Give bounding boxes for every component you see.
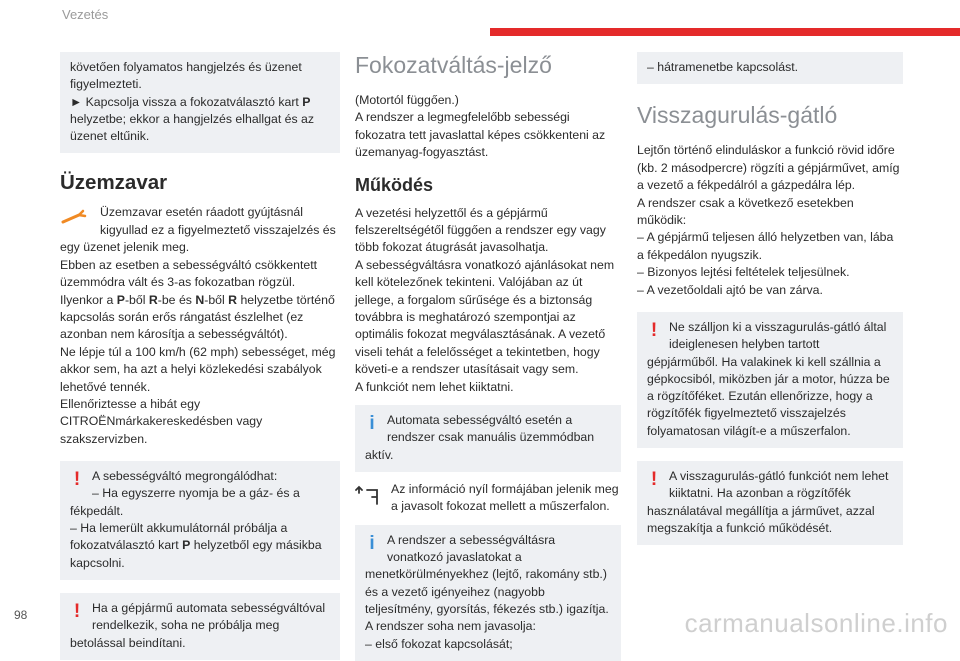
hill-assist-text: Lejtőn történő elinduláskor a funkció rövid időre (kb. 2 másodpercre) rögzíti a gépjárművet, amíg a vezető a fékpedálról a gázpedálra lép. A rendszer csak a következő esetekben működik: – A gépjármű teljesen álló helyzetben van, lába a fékpedálon nyugszik. – Bizonyos lejtési feltételek teljesülnek. – A vezetőoldali ajtó be van zárva. [637,143,900,297]
column-1 [60,52,340,660]
warning-icon: ! [73,469,81,491]
header-accent-bar [490,28,960,36]
warning-box-damage: ! A sebességváltó megrongálódhat: – Ha egyszerre nyomja be a gáz- és a fékpedált. – Ha lemerült akkumulátornál próbálja a fokozatválasztó kart P helyzetből egy másikba kapcsolni. [60,461,340,580]
note-instruction: ► Kapcsolja vissza a fokozatválasztó kart P helyzetbe; ekkor a hangjelzés elhallgat és az üzenet eltűnik. [70,94,315,144]
continued-list-box: – hátramenetbe kapcsolást. [637,52,903,84]
warning-icon: ! [73,600,81,622]
heading-uzemzavar: Üzemzavar [60,171,168,195]
column-2 [355,52,621,661]
page-number: 98 [14,608,28,622]
warning-icon: ! [650,469,658,491]
malfunction-text: Üzemzavar esetén ráadott gyújtásnál kigyullad ez a figyelmeztető visszajelzés és egy üzenet jelenik meg. Ebben az esetben a sebességváltó csökkentett üzemmódra vált és 3-as fokozatban rögzül. Ilyenkor a P-ből R-be és N-ből R helyzetbe történő kapcsolás során erős rángatást észlelhet (ez azonban nem károsítja a sebességváltót). Ne lépje túl a 100 km/h (62 mph) sebességet, még akkor sem, ha azt a helyi közlekedési szabályok lehetővé tennék. Ellenőriztesse a hibát egy CITROËNmárkakereskedésben vagy szakszervizben. [60,205,336,446]
gear-shift-arrow-icon [355,484,381,511]
info-box-adaptation: i A rendszer a sebességváltásra vonatkozó javaslatokat a menetkörülményekhez (lejtő, rakomány stb.) és a vezető igényeihez (nagyobb teljesítmény, gyorsítás, fékezés stb.) igazítja. A rendszer soha nem javasolja: – első fokozat kapcsolását; [355,525,621,661]
info-icon: i [369,532,375,554]
warning-icon: ! [650,319,658,341]
info-icon: i [369,413,375,435]
info-box-automatic: i Automata sebességváltó esetén a rendszer csak manuális üzemmódban aktív. [355,405,621,472]
warning-box-push-start: ! Ha a gépjármű automata sebességváltóval rendelkezik, soha ne próbálja meg betolással beindítani. [60,593,340,660]
heading-fokozatvaltas-jelzo: Fokozatváltás-jelző [355,52,552,78]
operation-text: A vezetési helyzettől és a gépjármű felszereltségétől függően a rendszer egy vagy több fokozat átugrását javasolhatja. A sebességváltásra vonatkozó ajánlásokat nem kell kötelezőnek tekinteni. Valójában az út jellege, a forgalom sűrűsége és a biztonság továbbra is meghatározó szempontjai az optimális fokozat megválasztásának. A vezető viseli tehát a felelősséget a tekintetben, hogy követi-e a rendszer utasításait vagy sem. A funkciót nem lehet kiiktatni. [355,205,615,394]
column-3 [637,52,903,545]
warning-box-exit-vehicle: ! Ne szálljon ki a visszagurulás-gátló által ideiglenesen helyben tartott gépjárműből. Ha valakinek ki kell szállnia a gépkocsiból, miközben jár a motor, húzza be a rögzítőféket. Ezután ellenőrizze, hogy a rögzítőfék figyelmeztető visszajelzés folyamatosan világít-e a műszerfalon. [637,312,903,448]
continued-note-box [60,52,340,153]
heading-visszagurulas-gatlo: Visszagurulás-gátló [637,102,838,129]
note-text: követően folyamatos hangjelzés és üzenet figyelmezteti. [70,60,302,92]
watermark: carmanualsonline.info [684,608,948,638]
warning-box-cannot-disable: ! A visszagurulás-gátló funkciót nem lehet kiiktatni. Ha azonban a rögzítőfék használatával megállítja a járművet, azzal megszakítja a funkció működését. [637,461,903,545]
heading-mukodes: Működés [355,174,434,195]
arrow-indicator-text: Az információ nyíl formájában jelenik meg a javasolt fokozat mellett a műszerfalon. [355,481,621,516]
wrench-warning-icon [60,207,90,232]
intro-text: (Motortól függően.) A rendszer a legmegfelelőbb sebességi fokozatra tett javaslattal képes csökkenteni az üzemanyag-fogyasztást. [355,93,606,160]
section-title: Vezetés [62,7,109,22]
